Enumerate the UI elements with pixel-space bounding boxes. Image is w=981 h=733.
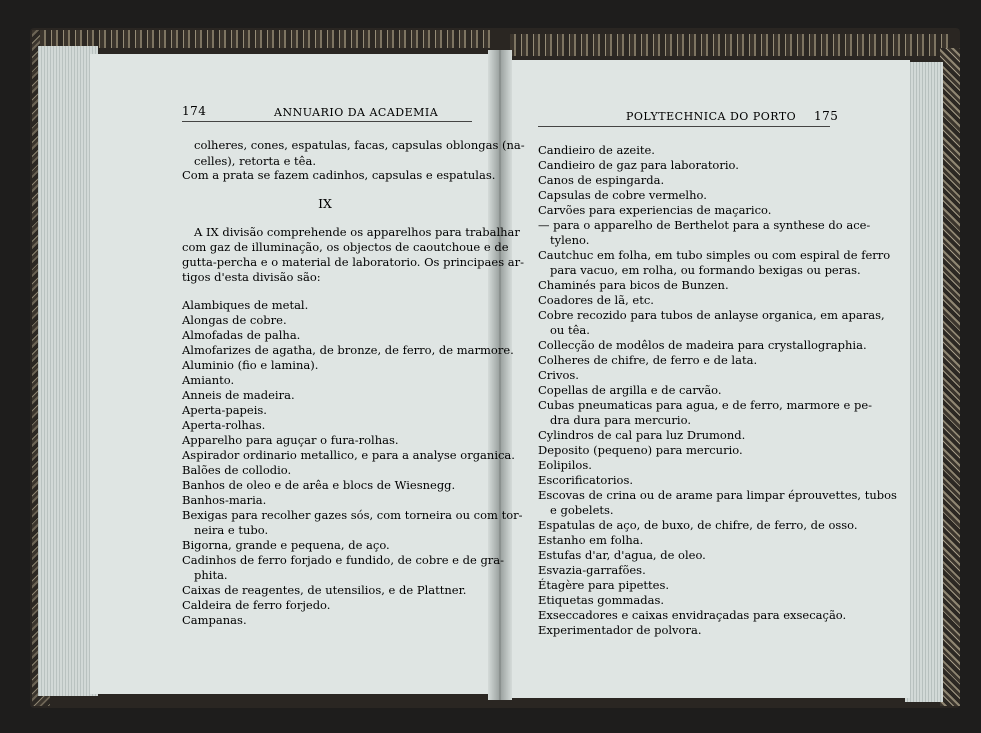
right-line: Colheres de chifre, de ferro e de lata. <box>538 353 758 367</box>
right-line: Exseccadores e caixas envidraçadas para exsecação. <box>538 608 847 622</box>
left-header-rule <box>182 121 472 122</box>
left-line: neira e tubo. <box>194 523 269 537</box>
left-line: Caldeira de ferro forjedo. <box>182 598 331 612</box>
right-line: Estanho em folha. <box>538 533 644 547</box>
right-line: Cautchuc em folha, em tubo simples ou com espiral de ferro <box>538 248 891 262</box>
right-line: tyleno. <box>550 233 590 247</box>
page-edges-left <box>38 46 98 696</box>
right-line: Cylindros de cal para luz Drumond. <box>538 428 746 442</box>
right-page-number: 175 <box>814 109 839 123</box>
right-line: Chaminés para bicos de Bunzen. <box>538 278 729 292</box>
left-line: tigos d'esta divisão são: <box>182 270 321 284</box>
left-line: com gaz de illuminação, os objectos de caoutchoue e de <box>182 240 509 254</box>
right-line: Etiquetas gommadas. <box>538 593 665 607</box>
left-line: Com a prata se fazem cadinhos, capsulas e espatulas. <box>182 168 496 182</box>
right-line: dra dura para mercurio. <box>550 413 691 427</box>
right-line: para vacuo, em rolha, ou formando bexigas ou peras. <box>550 263 861 277</box>
right-line: Eolipilos. <box>538 458 592 472</box>
left-line: Bigorna, grande e pequena, de aço. <box>182 538 390 552</box>
right-running-head: POLYTECHNICA DO PORTO <box>626 110 797 123</box>
right-line: Carvões para experiencias de maçarico. <box>538 203 772 217</box>
marbled-edge-top-right <box>510 34 950 56</box>
left-line: Alambiques de metal. <box>182 298 309 312</box>
left-line: Balões de collodio. <box>182 463 292 477</box>
right-line: Coadores de lã, etc. <box>538 293 654 307</box>
left-running-head: ANNUARIO DA ACADEMIA <box>274 106 439 119</box>
left-line: Aperta-rolhas. <box>182 418 266 432</box>
right-line: Esvazia-garrafões. <box>538 563 646 577</box>
right-line: Experimentador de polvora. <box>538 623 702 637</box>
left-line: Almofadas de palha. <box>182 328 301 342</box>
right-line: Cubas pneumaticas para agua, e de ferro, marmore e pe- <box>538 398 873 412</box>
marbled-edge-top-left <box>40 30 490 48</box>
right-line: Espatulas de aço, de buxo, de chifre, de ferro, de osso. <box>538 518 858 532</box>
right-line: Capsulas de cobre vermelho. <box>538 188 707 202</box>
right-line: ou têa. <box>550 323 590 337</box>
left-line: Aluminio (fio e lamina). <box>182 358 319 372</box>
left-line: Banhos de oleo e de arêa e blocs de Wiesnegg. <box>182 478 456 492</box>
left-line: Cadinhos de ferro forjado e fundido, de cobre e de gra- <box>182 553 505 567</box>
right-line: Copellas de argilla e de carvão. <box>538 383 722 397</box>
right-line: Escovas de crina ou de arame para limpar éprouvettes, tubos <box>538 488 897 502</box>
left-line: gutta-percha e o material de laboratorio. Os principaes ar- <box>182 255 524 269</box>
left-line: Campanas. <box>182 613 247 627</box>
right-line: Candieiro de gaz para laboratorio. <box>538 158 739 172</box>
right-line: Collecção de modêlos de madeira para crystallographia. <box>538 338 867 352</box>
right-line: Candieiro de azeite. <box>538 143 655 157</box>
left-line: Bexigas para recolher gazes sós, com torneira ou com tor- <box>182 508 523 522</box>
page-edges-right <box>905 62 943 702</box>
right-line: — para o apparelho de Berthelot para a synthese do ace- <box>538 218 871 232</box>
right-header-rule <box>538 126 830 127</box>
left-line: Anneis de madeira. <box>182 388 295 402</box>
right-line: Étagère para pipettes. <box>538 578 670 592</box>
left-line: Alongas de cobre. <box>182 313 287 327</box>
left-line: A IX divisão comprehende os apparelhos para trabalhar <box>194 225 520 239</box>
marbled-edge-right <box>940 48 960 706</box>
right-line: Estufas d'ar, d'agua, de oleo. <box>538 548 706 562</box>
left-line: Banhos-maria. <box>182 493 267 507</box>
right-line: Deposito (pequeno) para mercurio. <box>538 443 743 457</box>
left-line: Aspirador ordinario metallico, e para a analyse organica. <box>182 448 515 462</box>
left-line: colheres, cones, espatulas, facas, capsulas oblongas (na- <box>194 138 525 152</box>
right-line: Escorificatorios. <box>538 473 634 487</box>
left-line: Apparelho para aguçar o fura-rolhas. <box>182 433 399 447</box>
left-line: Aperta-papeis. <box>182 403 267 417</box>
left-page-number: 174 <box>182 104 207 118</box>
right-line: e gobelets. <box>550 503 614 517</box>
left-line: Amianto. <box>182 373 235 387</box>
left-line: Almofarizes de agatha, de bronze, de ferro, de marmore. <box>182 343 514 357</box>
right-line: Crivos. <box>538 368 579 382</box>
left-line: Caixas de reagentes, de utensilios, e de Plattner. <box>182 583 467 597</box>
section-heading: IX <box>318 196 332 211</box>
left-line: celles), retorta e têa. <box>194 154 316 168</box>
right-line: Canos de espingarda. <box>538 173 665 187</box>
right-line: Cobre recozido para tubos de anlayse organica, em aparas, <box>538 308 885 322</box>
left-line: phita. <box>194 568 228 582</box>
